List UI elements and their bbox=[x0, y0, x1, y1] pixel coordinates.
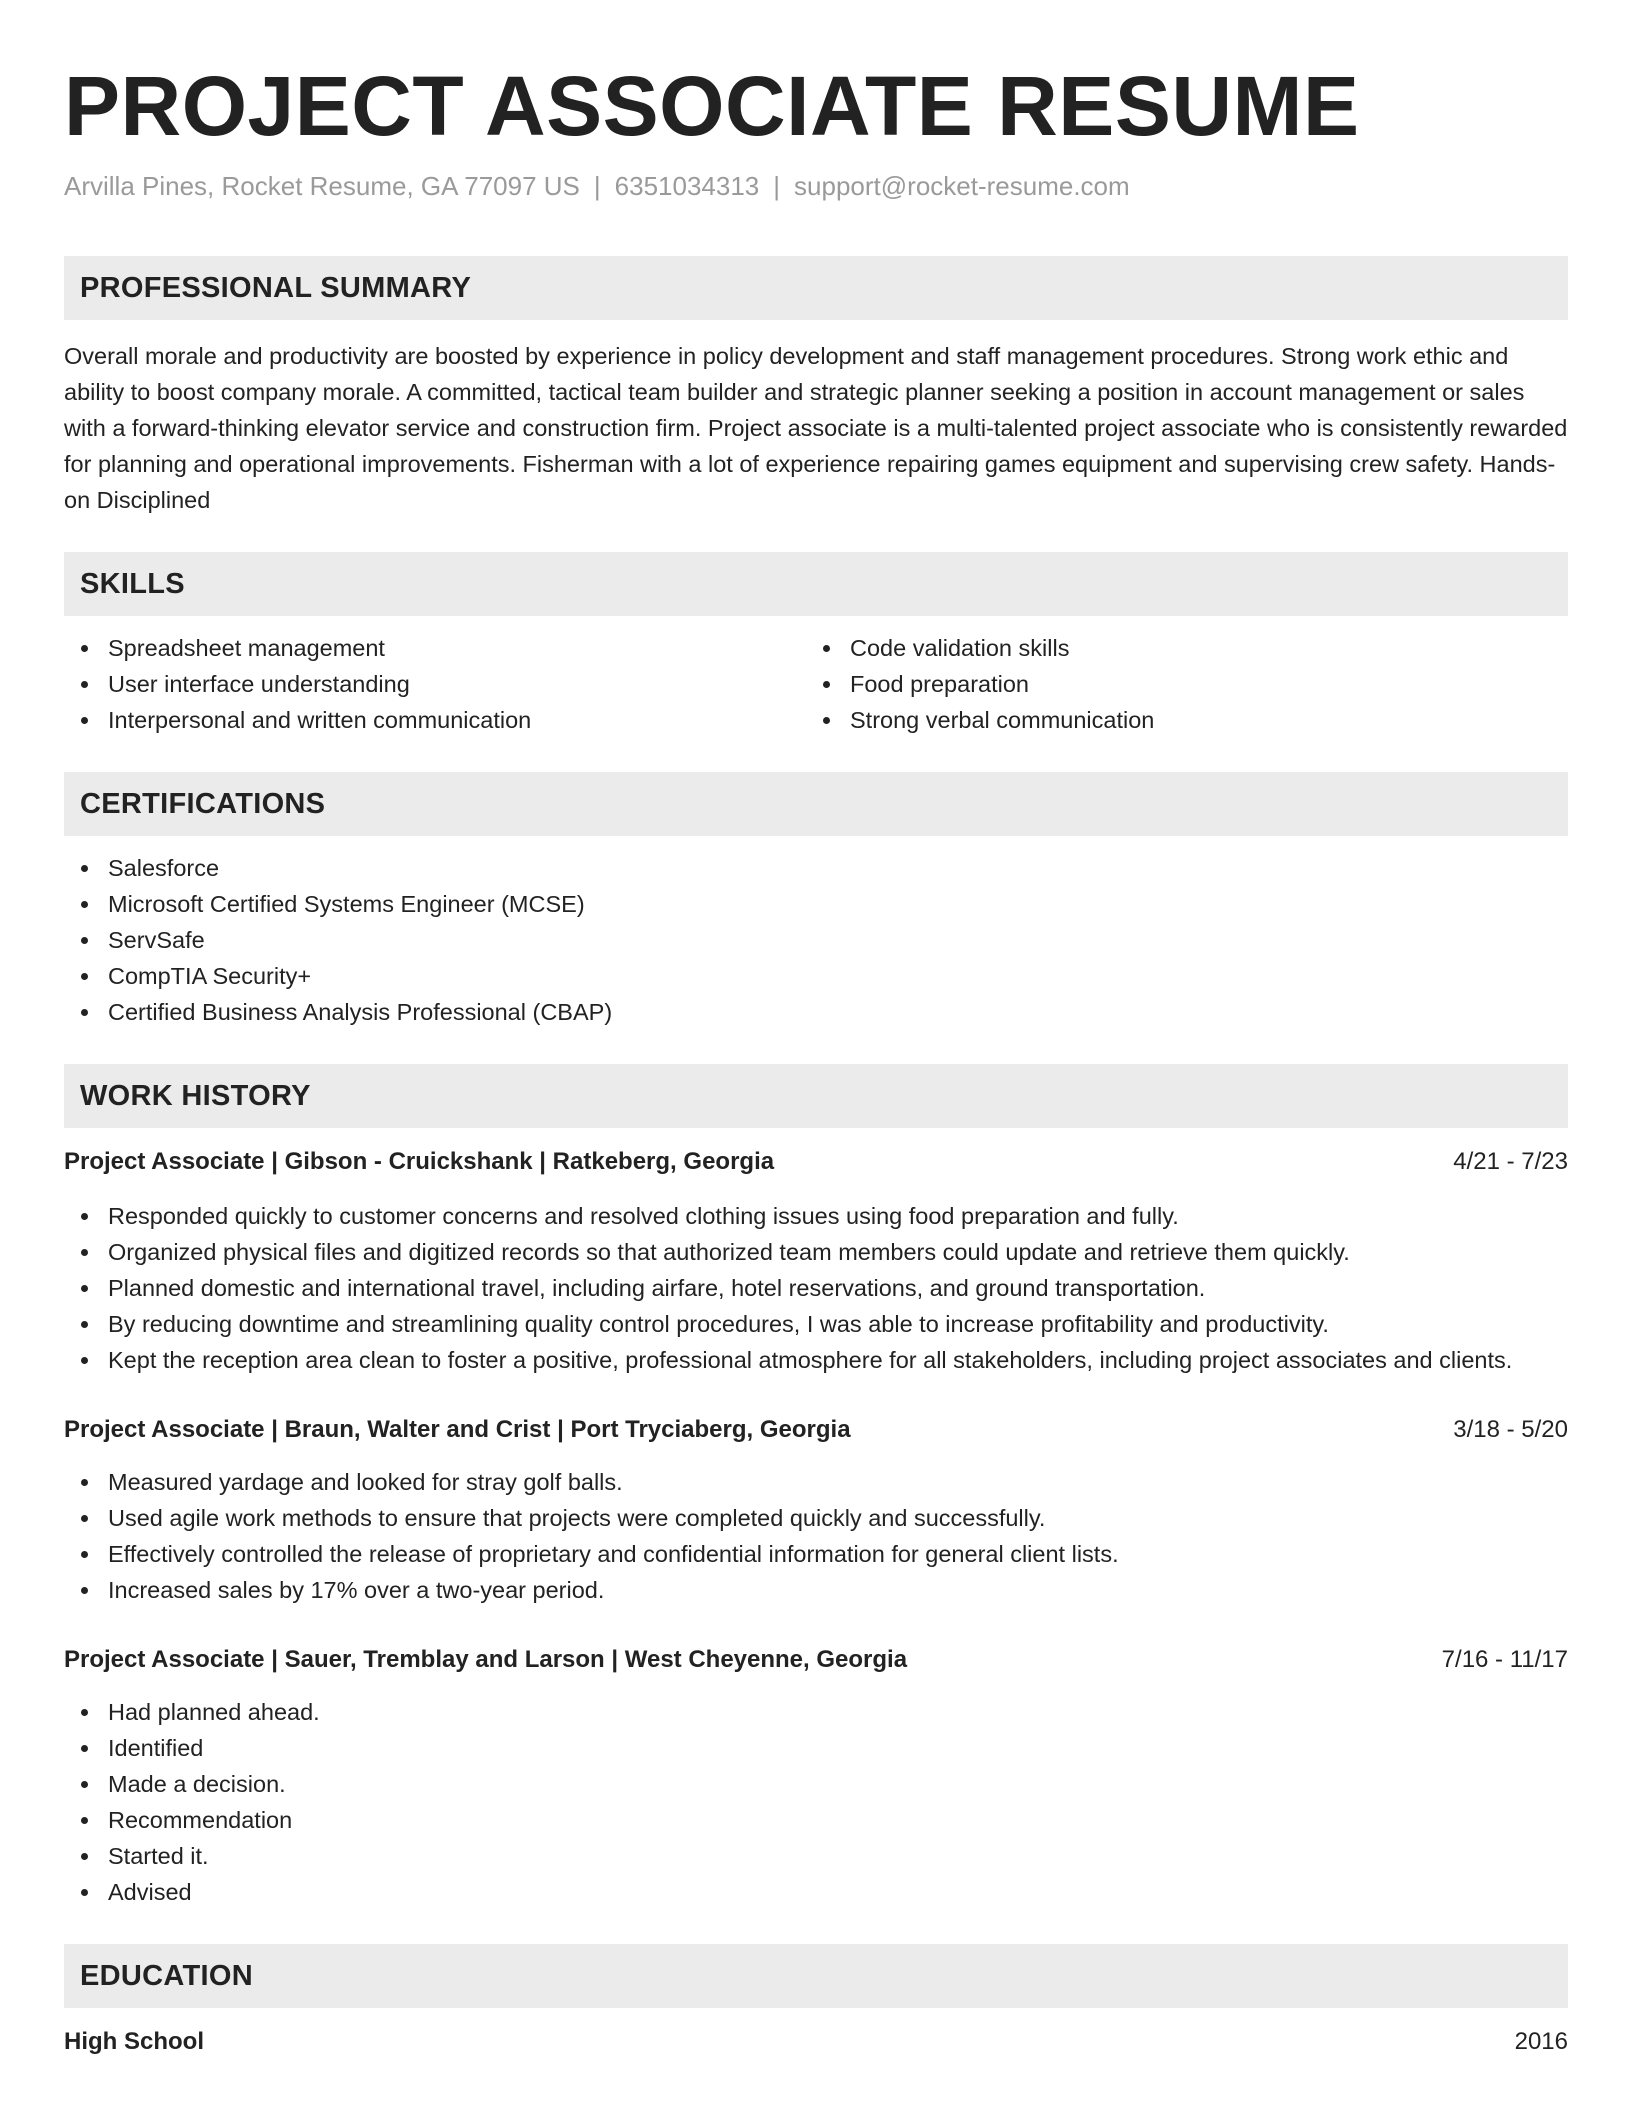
job-bullet: Effectively controlled the release of proprietary and confidential information for general client lists. bbox=[64, 1536, 1568, 1572]
job-dates: 4/21 - 7/23 bbox=[1453, 1148, 1568, 1175]
job-header bbox=[64, 1412, 1568, 1448]
section-header-education: EDUCATION bbox=[64, 1944, 1568, 2008]
job-bullet: Kept the reception area clean to foster a positive, professional atmosphere for all stakeholders, including project associates and clients. bbox=[64, 1342, 1568, 1378]
job-header bbox=[64, 1144, 1568, 1180]
education-degree: High School bbox=[64, 2028, 204, 2055]
job-bullet: Identified bbox=[64, 1730, 1568, 1766]
resume-page bbox=[64, 0, 1568, 2060]
certifications-list bbox=[64, 850, 1568, 1030]
job-bullets bbox=[64, 1198, 1568, 1378]
education-year: 2016 bbox=[1514, 2028, 1568, 2055]
contact-address: Arvilla Pines, Rocket Resume, GA 77097 US bbox=[64, 171, 580, 201]
job-dates: 7/16 - 11/17 bbox=[1441, 1646, 1568, 1673]
resume-title: PROJECT ASSOCIATE RESUME bbox=[64, 59, 1360, 153]
contact-line bbox=[64, 170, 1568, 202]
job-bullet: Increased sales by 17% over a two-year period. bbox=[64, 1572, 1568, 1608]
section-header-work-history: WORK HISTORY bbox=[64, 1064, 1568, 1128]
job-entry bbox=[64, 1412, 1568, 1608]
job-title: Project Associate | Sauer, Tremblay and Larson | West Cheyenne, Georgia bbox=[64, 1646, 908, 1673]
skills-list bbox=[64, 630, 1568, 738]
skill-item: Interpersonal and written communication bbox=[64, 702, 806, 738]
certification-item: Certified Business Analysis Professional (CBAP) bbox=[64, 994, 1568, 1030]
job-header bbox=[64, 1642, 1568, 1678]
certification-item: CompTIA Security+ bbox=[64, 958, 1568, 994]
contact-separator: | bbox=[773, 171, 781, 201]
section-header-summary: PROFESSIONAL SUMMARY bbox=[64, 256, 1568, 320]
contact-phone: 6351034313 bbox=[614, 171, 760, 201]
job-bullet: Advised bbox=[64, 1874, 1568, 1910]
job-bullet: Made a decision. bbox=[64, 1766, 1568, 1802]
certification-item: Microsoft Certified Systems Engineer (MCSE) bbox=[64, 886, 1568, 922]
job-bullet: Recommendation bbox=[64, 1802, 1568, 1838]
summary-text: Overall morale and productivity are boosted by experience in policy development and staff management procedures. Strong work ethic and ability to boost company morale. A committed, tactical team builder and strategic planner seeking a position in account management or sales with a forward-thinking elevator service and construction firm. Project associate is a multi-talented project associate who is consistently rewarded for planning and operational improvements. Fisherman with a lot of experience repairing games equipment and supervising crew safety. Hands-on Disciplined bbox=[64, 343, 1568, 513]
job-bullet: Had planned ahead. bbox=[64, 1694, 1568, 1730]
section-header-skills: SKILLS bbox=[64, 552, 1568, 616]
section-header-certifications: CERTIFICATIONS bbox=[64, 772, 1568, 836]
skill-item: Strong verbal communication bbox=[806, 702, 1548, 738]
job-bullets bbox=[64, 1464, 1568, 1608]
job-entry bbox=[64, 1144, 1568, 1378]
job-bullet: Used agile work methods to ensure that projects were completed quickly and successfully. bbox=[64, 1500, 1568, 1536]
skills-column-left bbox=[64, 630, 806, 738]
job-dates: 3/18 - 5/20 bbox=[1453, 1416, 1568, 1443]
skill-item: User interface understanding bbox=[64, 666, 806, 702]
job-entry bbox=[64, 1642, 1568, 1910]
job-bullet: Responded quickly to customer concerns and resolved clothing issues using food preparation and fully. bbox=[64, 1198, 1568, 1234]
job-bullet: Organized physical files and digitized records so that authorized team members could update and retrieve them quickly. bbox=[64, 1234, 1568, 1270]
job-title: Project Associate | Braun, Walter and Crist | Port Tryciaberg, Georgia bbox=[64, 1416, 851, 1443]
skill-item: Food preparation bbox=[806, 666, 1548, 702]
certification-item: ServSafe bbox=[64, 922, 1568, 958]
contact-email: support@rocket-resume.com bbox=[794, 171, 1130, 201]
job-bullet: Planned domestic and international travel, including airfare, hotel reservations, and ground transportation. bbox=[64, 1270, 1568, 1306]
job-bullets bbox=[64, 1694, 1568, 1910]
job-bullet: Measured yardage and looked for stray golf balls. bbox=[64, 1464, 1568, 1500]
certification-item: Salesforce bbox=[64, 850, 1568, 886]
education-entry bbox=[64, 2024, 1568, 2060]
contact-separator: | bbox=[593, 171, 601, 201]
skills-column-right bbox=[806, 630, 1548, 738]
skill-item: Spreadsheet management bbox=[64, 630, 806, 666]
job-bullet: Started it. bbox=[64, 1838, 1568, 1874]
job-title: Project Associate | Gibson - Cruickshank | Ratkeberg, Georgia bbox=[64, 1148, 775, 1175]
skill-item: Code validation skills bbox=[806, 630, 1548, 666]
job-bullet: By reducing downtime and streamlining quality control procedures, I was able to increase profitability and productivity. bbox=[64, 1306, 1568, 1342]
